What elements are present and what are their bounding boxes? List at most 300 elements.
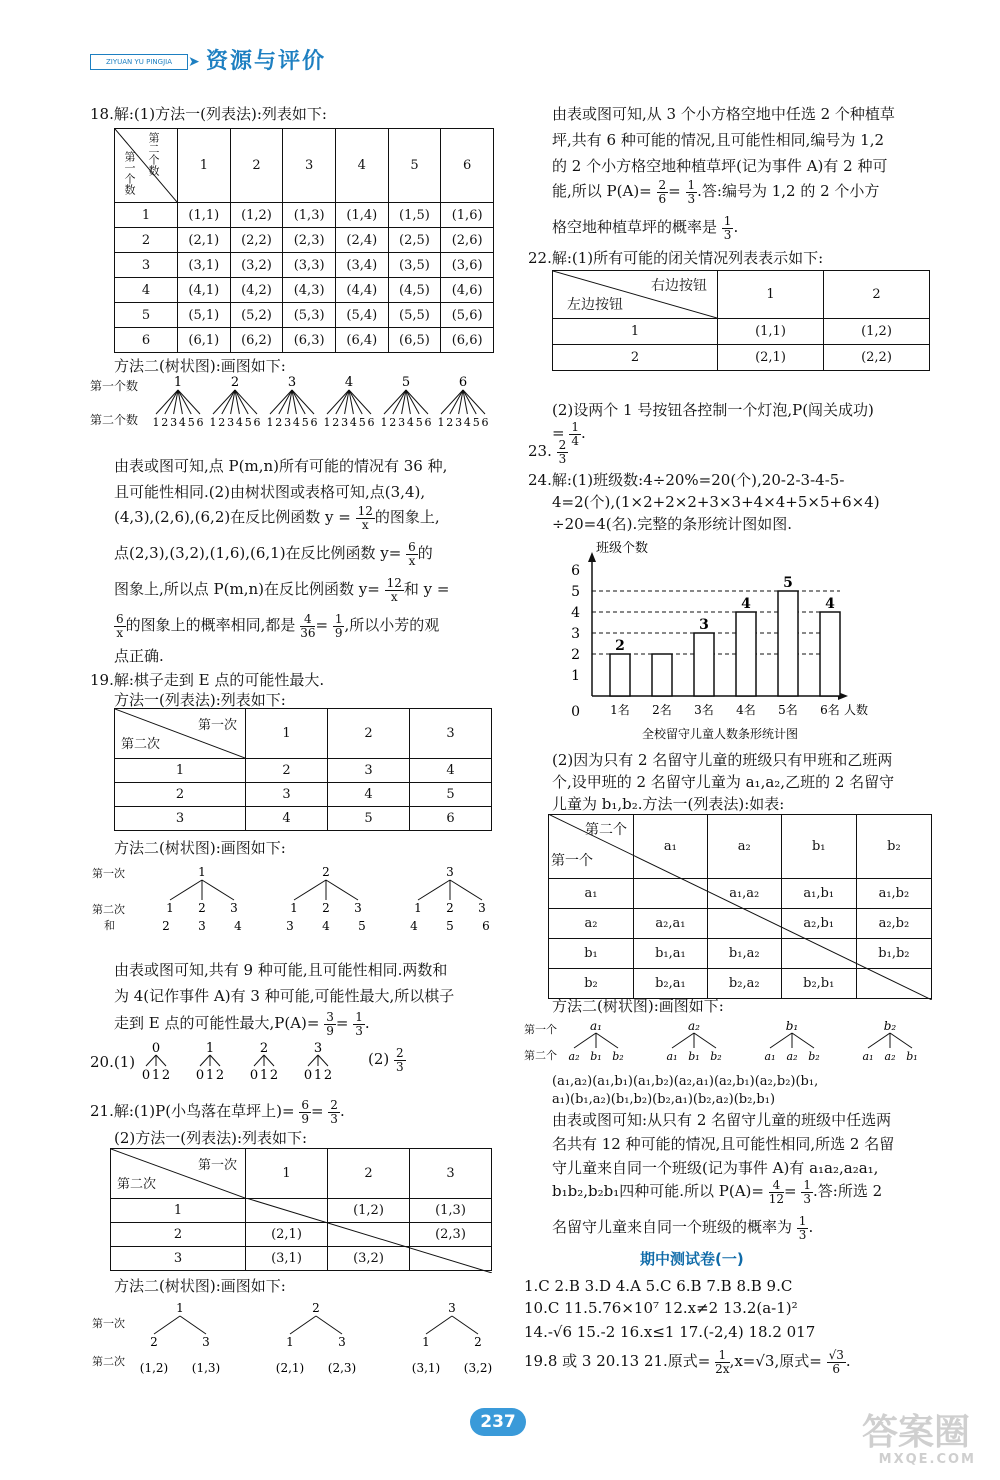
q19-tree-branch bbox=[170, 880, 202, 900]
q24-c4a: b₁b₂,b₂b₁四种可能.所以 P(A)= bbox=[552, 1182, 764, 1200]
q21-intro-text: 21.解:(1)P(小鸟落在草坪上)= bbox=[90, 1102, 295, 1120]
q21-tree-leaf: 2 bbox=[474, 1335, 482, 1349]
frac-den: 9 bbox=[301, 1111, 309, 1126]
q24-cell: b₂,b₁ bbox=[781, 969, 856, 999]
q19-table bbox=[114, 708, 492, 831]
q21-cell: 2 bbox=[111, 1223, 246, 1247]
q24-tree-leaf: b₂ bbox=[808, 1050, 820, 1063]
q18-tree bbox=[150, 374, 500, 430]
q18-cell: (3,6) bbox=[441, 253, 494, 278]
q19-tree-leaf: 2 bbox=[198, 901, 206, 915]
q19-intro: 19.解:棋子走到 E 点的可能性最大. bbox=[90, 671, 325, 689]
chart-data-label: 5 bbox=[783, 575, 793, 591]
frac-den: 36 bbox=[300, 625, 316, 640]
q24-c5: 名留守儿童来自同一个班级的概率为 $\frac{1}{3}$ . bbox=[552, 1213, 814, 1242]
chart-ytick: 6 bbox=[571, 563, 580, 579]
q21-cell: (2,3) bbox=[410, 1223, 492, 1247]
q18-cell: (5,1) bbox=[178, 303, 231, 328]
q24-l2: 4=2(个),(1×2+2×2+3×3+4×4+5×5+6×4) bbox=[552, 493, 880, 511]
frac-den: 3 bbox=[355, 1023, 363, 1038]
chart-title: 全校留守儿童人数条形统计图 bbox=[641, 727, 799, 741]
q24-p2-1: (2)因为只有 2 名留守儿童的班级只有甲班和乙班两 bbox=[552, 751, 893, 769]
q19-tree-sum: 4 bbox=[322, 919, 330, 933]
q24-tree-branch bbox=[890, 1033, 912, 1048]
midterm-line1: 1.C 2.B 3.D 4.A 5.C 6.B 7.B 8.B 9.C bbox=[524, 1277, 793, 1295]
q24-tree-root: a₁ bbox=[590, 1019, 602, 1033]
q18-tree-leaf: 1 bbox=[380, 416, 388, 429]
q18-cell: (6,4) bbox=[335, 328, 388, 353]
frac-num: 2 bbox=[558, 437, 567, 452]
q18-cell: 6 bbox=[115, 328, 178, 353]
q18-p6c: ,所以小芳的观 bbox=[344, 616, 440, 634]
q24-tree-branch bbox=[868, 1033, 890, 1048]
frac-den: 2x bbox=[715, 1361, 730, 1376]
q18-cell: (2,5) bbox=[388, 228, 441, 253]
chart-xtick: 6名 bbox=[820, 703, 840, 717]
q18-intro: 18.解:(1)方法一(列表法):列表如下: bbox=[90, 105, 327, 123]
q19-tree-branch bbox=[418, 880, 450, 900]
q24-p2-2: 个,设甲班的 2 名留守儿童为 a₁,a₂,乙班的 2 名留守 bbox=[552, 773, 895, 791]
frac-den: x bbox=[390, 589, 398, 604]
midterm-line4b: ,x=√3,原式= bbox=[729, 1352, 822, 1370]
q19-tree-sum: 6 bbox=[482, 919, 490, 933]
q18-tree-leaf: 3 bbox=[455, 416, 463, 429]
q24-p2-3: 儿童为 b₁,b₂.方法一(列表法):如表: bbox=[552, 795, 785, 813]
q21-tree-result: (2,3) bbox=[327, 1361, 357, 1375]
q19-tree-sum: 4 bbox=[410, 919, 418, 933]
q20-tree-leaf: 2 bbox=[161, 1068, 171, 1082]
q19-method1: 方法一(列表法):列表如下: bbox=[114, 691, 286, 709]
q19-cell: 1 bbox=[115, 759, 246, 783]
q18-cell: (3,1) bbox=[178, 253, 231, 278]
q24-bar-chart bbox=[560, 538, 890, 748]
q22-cell: (2,1) bbox=[718, 345, 824, 371]
q21-frac-13 bbox=[686, 179, 698, 206]
q24-cell: a₁,a₂ bbox=[707, 879, 781, 909]
chart-ytick: 3 bbox=[571, 626, 580, 642]
chart-bar bbox=[694, 633, 714, 696]
q22-corner bbox=[553, 271, 718, 319]
q24-tree-root: b₁ bbox=[785, 1019, 799, 1033]
q18-tree-leaf: 1 bbox=[323, 416, 331, 429]
frac-den: x bbox=[408, 553, 416, 568]
q24-tree-branch bbox=[672, 1033, 694, 1048]
q21-col: 2 bbox=[328, 1149, 410, 1199]
frac-den: x bbox=[116, 625, 124, 640]
chart-bar bbox=[652, 654, 672, 696]
q19-p2: 为 4(记作事件 A)有 3 种可能,可能性最大,所以棋子 bbox=[114, 987, 455, 1005]
q18-p1: 由表或图可知,点 P(m,n)所有可能的情况有 36 种, bbox=[114, 457, 448, 475]
q18-tree-leaf: 1 bbox=[437, 416, 445, 429]
q18-cell: (2,3) bbox=[283, 228, 336, 253]
q18-cell: 2 bbox=[115, 228, 178, 253]
frac-num: 1 bbox=[571, 419, 579, 434]
q20-tree-branch bbox=[318, 1055, 328, 1066]
q19-cell: 6 bbox=[410, 807, 492, 831]
q18-p2: 且可能性相同.(2)由树状图或表格可知,点(3,4), bbox=[114, 483, 426, 501]
frac-den: 9 bbox=[334, 625, 343, 640]
frac-den: 12 bbox=[768, 1191, 785, 1206]
q21-tree-branch bbox=[180, 1316, 206, 1334]
q24-tree-leaf: b₂ bbox=[612, 1050, 624, 1063]
q19-cell: 3 bbox=[246, 783, 328, 807]
q22-p1: (2)设两个 1 号按钮各控制一个灯泡,P(闯关成功) bbox=[552, 401, 874, 419]
frac-num: 3 bbox=[326, 1009, 334, 1024]
q20-tree-branch bbox=[210, 1055, 220, 1066]
q20-tree-leaf: 1 bbox=[259, 1068, 269, 1082]
frac-den: 6 bbox=[658, 191, 667, 206]
q23-answer bbox=[528, 436, 568, 466]
q20-part2 bbox=[368, 1044, 406, 1074]
q19-lab1: 第一次 bbox=[92, 867, 125, 880]
q19-tree-leaf: 2 bbox=[446, 901, 454, 915]
midterm-line2: 10.C 11.5.76×10⁷ 12.x≠2 13.2(a-1)² bbox=[524, 1299, 798, 1317]
q18-col: 5 bbox=[388, 129, 441, 203]
q18-tree-leaf: 1 bbox=[266, 416, 274, 429]
q21-cell: 1 bbox=[111, 1199, 246, 1223]
q22-cell: (2,2) bbox=[824, 345, 930, 371]
q24-cell: b₁ bbox=[549, 939, 634, 969]
q19-tree-sum: 5 bbox=[358, 919, 366, 933]
q20-tree-leaf: 2 bbox=[215, 1068, 225, 1082]
q24-method2: 方法二(树状图):画图如下: bbox=[552, 997, 724, 1015]
frac-den: x bbox=[361, 517, 369, 532]
q19-col: 1 bbox=[246, 709, 328, 759]
q18-p6a: 的图象上的概率相同,都是 bbox=[125, 616, 296, 634]
q19-frac-39 bbox=[324, 1011, 336, 1038]
q24-col: a₂ bbox=[707, 815, 781, 879]
q18-cell: (1,6) bbox=[441, 203, 494, 228]
q19-tree-leaf: 1 bbox=[290, 901, 298, 915]
q24-tree-leaf: a₂ bbox=[568, 1050, 580, 1063]
frac-den: 3 bbox=[396, 1059, 404, 1074]
q21-cell: (3,1) bbox=[246, 1247, 328, 1271]
q18-p5b: 和 y = bbox=[403, 580, 450, 598]
q18-cell: (4,5) bbox=[388, 278, 441, 303]
q18-cell: (6,5) bbox=[388, 328, 441, 353]
q18-cell: (1,4) bbox=[335, 203, 388, 228]
q19-corner-top: 第一次 bbox=[197, 718, 237, 733]
q21-tree-leaf: 2 bbox=[150, 1335, 158, 1349]
q18-tree-leaf: 5 bbox=[415, 416, 423, 429]
q18-p4b: 的 bbox=[417, 544, 433, 562]
q24-tree-branch bbox=[694, 1033, 716, 1048]
q19-tree-leaf: 1 bbox=[414, 901, 422, 915]
frac-num: 6 bbox=[116, 611, 124, 626]
q20-tree-root: 3 bbox=[313, 1041, 323, 1056]
q21-cell: (2,1) bbox=[246, 1223, 328, 1247]
chart-ytick: 4 bbox=[571, 605, 580, 621]
frac-num: 6 bbox=[301, 1097, 309, 1112]
chart-ytick: 1 bbox=[571, 668, 580, 684]
q18-frac-6x-b bbox=[114, 613, 126, 640]
q18-tree-leaf: 2 bbox=[275, 416, 283, 429]
q24-tree-leaf: a₂ bbox=[786, 1050, 798, 1063]
q19-lab3: 和 bbox=[104, 919, 115, 932]
q19-lab2: 第二次 bbox=[92, 903, 125, 916]
chart-data-label: 2 bbox=[615, 638, 625, 654]
q18-corner bbox=[115, 129, 178, 203]
q24-tree-root: a₂ bbox=[688, 1019, 700, 1033]
frac-den: 9 bbox=[326, 1023, 334, 1038]
q19-tree-sum: 4 bbox=[234, 919, 242, 933]
q18-cell: (5,5) bbox=[388, 303, 441, 328]
q19-tree bbox=[150, 862, 510, 936]
tree24-svg bbox=[560, 1018, 940, 1064]
chart-bar bbox=[610, 654, 630, 696]
q19-cell: 2 bbox=[246, 759, 328, 783]
q18-cell: (1,2) bbox=[230, 203, 283, 228]
q20-tree-leaf: 2 bbox=[323, 1068, 333, 1082]
q21-frac-26 bbox=[657, 179, 669, 206]
q18-tree-root: 6 bbox=[458, 375, 468, 390]
q22-col: 1 bbox=[718, 271, 824, 319]
q21-corner bbox=[111, 1149, 246, 1199]
q21-method1: (2)方法一(列表法):列表如下: bbox=[114, 1129, 308, 1147]
q21-r1: 由表或图可知,从 3 个小方格空地中任选 2 个种植草 bbox=[552, 105, 895, 123]
midterm-line4: 19.8 或 3 20.13 21.原式= $\frac{1}{2x}$ ,x=√3,原式= $\frac{√3}{6}$ . bbox=[524, 1347, 851, 1376]
q18-p3 bbox=[114, 502, 440, 532]
q20-tree-leaf: 0 bbox=[141, 1068, 151, 1082]
q21-tree-branch bbox=[154, 1316, 180, 1334]
q19-tree-branch bbox=[294, 880, 326, 900]
q21-lab1: 第一次 bbox=[92, 1317, 125, 1330]
q19-tree-leaf: 3 bbox=[354, 901, 362, 915]
header-title: 资源与评价 bbox=[206, 49, 327, 74]
q18-tree-leaf: 3 bbox=[341, 416, 349, 429]
q22-p2-eq: = bbox=[552, 424, 565, 442]
q21-col: 3 bbox=[410, 1149, 492, 1199]
q18-p6b: = bbox=[315, 616, 329, 634]
q21-tree-root: 2 bbox=[312, 1301, 320, 1315]
chart-bar bbox=[820, 612, 840, 696]
q19-cell: 4 bbox=[410, 759, 492, 783]
frac-den: 3 bbox=[723, 227, 732, 242]
q24-c4b: .答:所选 2 bbox=[813, 1182, 883, 1200]
q24-tree-leaf: a₁ bbox=[666, 1050, 678, 1063]
q19-col: 2 bbox=[328, 709, 410, 759]
q21-r3: 的 2 个小方格空地种植草坪(记为事件 A)有 2 种可 bbox=[552, 157, 888, 175]
q22-cell: (1,2) bbox=[824, 319, 930, 345]
q18-cell: (3,5) bbox=[388, 253, 441, 278]
q18-p4 bbox=[114, 538, 433, 568]
chart-ytick: 2 bbox=[571, 647, 580, 663]
q18-tree-leaf: 4 bbox=[463, 416, 471, 429]
q18-cell: (1,5) bbox=[388, 203, 441, 228]
q21-tree-leaf: 1 bbox=[422, 1335, 430, 1349]
frac-num: 1 bbox=[803, 1177, 812, 1192]
q18-tree-leaf: 1 bbox=[209, 416, 217, 429]
q24-col: a₁ bbox=[634, 815, 708, 879]
q24-col: b₁ bbox=[781, 815, 856, 879]
q21-tree-leaf: 3 bbox=[338, 1335, 346, 1349]
chart-data-label: 3 bbox=[699, 617, 709, 633]
q24-c3: 守儿童来自同一个班级(记为事件 A)有 a₁a₂,a₂a₁, bbox=[552, 1159, 879, 1177]
q21-tree-result: (1,3) bbox=[191, 1361, 221, 1375]
q19-tree-sum: 5 bbox=[446, 919, 454, 933]
chart-xtick: 1名 bbox=[610, 703, 630, 717]
q18-table bbox=[114, 128, 494, 353]
q24-tree-leaf: b₁ bbox=[906, 1050, 918, 1063]
chart-xlabel: 人数 bbox=[843, 703, 869, 717]
watermark-logo: 答案圈 bbox=[861, 1412, 970, 1453]
q18-p5 bbox=[114, 574, 449, 604]
q18-cell: (3,2) bbox=[230, 253, 283, 278]
q21-tree-leaf: 1 bbox=[286, 1335, 294, 1349]
q21-col: 1 bbox=[246, 1149, 328, 1199]
frac-den: 4 bbox=[571, 433, 579, 448]
q18-p3b: 的图象上, bbox=[374, 508, 440, 526]
q18-tree-leaf: 4 bbox=[292, 416, 300, 429]
q22-p2: = $\frac{1}{4}$ . bbox=[552, 419, 586, 448]
q21-cell: 3 bbox=[111, 1247, 246, 1271]
q18-tree-root: 2 bbox=[230, 375, 240, 390]
q19-tree-root: 2 bbox=[322, 865, 330, 879]
frac-num: 2 bbox=[330, 1097, 338, 1112]
q20-tree-branch bbox=[200, 1055, 210, 1066]
q18-tree-leaf: 1 bbox=[152, 416, 160, 429]
frac-den: 3 bbox=[687, 191, 696, 206]
q22-col: 2 bbox=[824, 271, 930, 319]
page-number: 237 bbox=[470, 1408, 526, 1436]
q22-corner-bottom: 左边按钮 bbox=[567, 297, 623, 313]
q21-tree-branch bbox=[290, 1316, 316, 1334]
q21-corner-bottom: 第二次 bbox=[117, 1177, 157, 1192]
q18-col: 3 bbox=[283, 129, 336, 203]
q20-tree-leaf: 1 bbox=[205, 1068, 215, 1082]
q24-tree-leaf: b₁ bbox=[688, 1050, 700, 1063]
q19-cell: 3 bbox=[328, 759, 410, 783]
q18-tree-leaf: 6 bbox=[196, 416, 204, 429]
q21-intro: 21.解:(1)P(小鸟落在草坪上)= $\frac{6}{9}$ = $\frac{2}{3}$ . bbox=[90, 1097, 345, 1126]
q18-cell: (1,1) bbox=[178, 203, 231, 228]
q18-cell: 1 bbox=[115, 203, 178, 228]
q24-cell: b₂,a₂ bbox=[707, 969, 781, 999]
q18-tree-leaf: 3 bbox=[284, 416, 292, 429]
q20-tree-root: 1 bbox=[205, 1041, 215, 1056]
q24-tree-leaf: a₁ bbox=[862, 1050, 874, 1063]
q18-tree-leaf: 5 bbox=[301, 416, 309, 429]
q23-frac bbox=[557, 439, 569, 466]
frac-den: 3 bbox=[803, 1191, 812, 1206]
frac-num: 1 bbox=[355, 1009, 363, 1024]
q19-cell: 3 bbox=[115, 807, 246, 831]
q18-cell: (4,2) bbox=[230, 278, 283, 303]
q20-frac bbox=[394, 1047, 406, 1074]
q18-cell: (2,4) bbox=[335, 228, 388, 253]
q20-tree-leaf: 0 bbox=[195, 1068, 205, 1082]
frac-num: 12 bbox=[357, 503, 373, 518]
q23-label: 23. bbox=[528, 442, 552, 460]
q22-intro: 22.解:(1)所有可能的闭关情况列表表示如下: bbox=[528, 249, 824, 267]
q24-cell: a₁,b₁ bbox=[781, 879, 856, 909]
q18-tree-leaf: 3 bbox=[227, 416, 235, 429]
frac-num: 4 bbox=[300, 613, 315, 627]
q18-col: 1 bbox=[178, 129, 231, 203]
q21-cell: (1,3) bbox=[410, 1199, 492, 1223]
frac-num: 6 bbox=[408, 539, 416, 554]
q18-cell: (3,3) bbox=[283, 253, 336, 278]
q18-tree-leaf: 6 bbox=[367, 416, 375, 429]
q18-cell: (5,4) bbox=[335, 303, 388, 328]
q18-corner-top: 第二个数 bbox=[147, 132, 160, 176]
q18-tree-leaf: 5 bbox=[187, 416, 195, 429]
q24-c5-text: 名留守儿童来自同一个班级的概率为 bbox=[552, 1218, 793, 1236]
q18-p6 bbox=[114, 610, 439, 640]
q18-tree-leaf: 5 bbox=[472, 416, 480, 429]
q19-tree-branch bbox=[202, 880, 234, 900]
q19-tree-branch bbox=[326, 880, 358, 900]
q18-tree-leaf: 5 bbox=[244, 416, 252, 429]
frac-num: 1 bbox=[723, 213, 732, 228]
q18-cell: (5,6) bbox=[441, 303, 494, 328]
q18-tree-root: 4 bbox=[344, 375, 354, 390]
q21-tree-branch bbox=[426, 1316, 452, 1334]
q21-frac-13b bbox=[722, 215, 734, 242]
chart-bar bbox=[736, 612, 756, 696]
q20-tree-leaf: 1 bbox=[151, 1068, 161, 1082]
q19-col: 3 bbox=[410, 709, 492, 759]
chart-ytick: 0 bbox=[571, 704, 580, 720]
q18-tree-leaf: 5 bbox=[358, 416, 366, 429]
frac-den: 3 bbox=[558, 451, 567, 466]
q18-cell: (6,2) bbox=[230, 328, 283, 353]
q18-tree-root: 5 bbox=[401, 375, 411, 390]
frac-den: 6 bbox=[832, 1361, 841, 1376]
q21-cell: (1,2) bbox=[328, 1199, 410, 1223]
header-banner bbox=[90, 40, 340, 74]
q21-tree-result: (3,1) bbox=[411, 1361, 441, 1375]
q24-tree-branch bbox=[792, 1033, 814, 1048]
q24-cell: b₂,a₁ bbox=[634, 969, 708, 999]
q20-tree-root: 0 bbox=[151, 1041, 161, 1056]
q24-cell: b₂ bbox=[549, 969, 634, 999]
q24-c2: 名共有 12 种可能的情况,且可能性相同,所选 2 名留 bbox=[552, 1135, 895, 1153]
chart-xtick: 3名 bbox=[694, 703, 714, 717]
q18-tree-label2: 第二个数 bbox=[90, 413, 139, 427]
q24-l3: ÷20=4(名).完整的条形统计图如图. bbox=[552, 515, 793, 533]
q19-tree-leaf: 3 bbox=[230, 901, 238, 915]
q18-tree-leaf: 6 bbox=[253, 416, 261, 429]
q24-cell: b₁,a₂ bbox=[707, 939, 781, 969]
q21-cell: (3,2) bbox=[328, 1247, 410, 1271]
q24-frac-13b bbox=[797, 1215, 809, 1242]
q18-tree-leaf: 4 bbox=[349, 416, 357, 429]
chart-xtick: 5名 bbox=[778, 703, 798, 717]
q20-tree-branch bbox=[264, 1055, 274, 1066]
tree20-svg bbox=[138, 1040, 358, 1082]
q21-method2: 方法二(树状图):画图如下: bbox=[114, 1277, 286, 1295]
q24-tree-branch bbox=[596, 1033, 618, 1048]
q18-cell: 3 bbox=[115, 253, 178, 278]
chart-xtick: 4名 bbox=[736, 703, 756, 717]
q18-tree-leaf: 6 bbox=[424, 416, 432, 429]
q24-corner-bottom: 第一个 bbox=[551, 853, 593, 869]
q18-tree-leaf: 4 bbox=[178, 416, 186, 429]
q19-tree-sum: 2 bbox=[162, 919, 170, 933]
q20-tree-branch bbox=[254, 1055, 264, 1066]
chart-data-label: 4 bbox=[741, 596, 751, 612]
q18-cell: 4 bbox=[115, 278, 178, 303]
q18-method2: 方法二(树状图):画图如下: bbox=[114, 357, 286, 375]
q21-tree-result: (1,2) bbox=[140, 1361, 169, 1375]
q18-cell: (3,4) bbox=[335, 253, 388, 278]
q19-p3: 走到 E 点的可能性最大,P(A)= $\frac{3}{9}$ = $\frac{1}{3}$ . bbox=[114, 1009, 370, 1038]
q22-cell: 2 bbox=[553, 345, 718, 371]
chart-xtick: 2名 bbox=[652, 703, 672, 717]
q24-lab2: 第二个 bbox=[524, 1049, 557, 1062]
q21-table-diagonal bbox=[246, 1198, 492, 1273]
